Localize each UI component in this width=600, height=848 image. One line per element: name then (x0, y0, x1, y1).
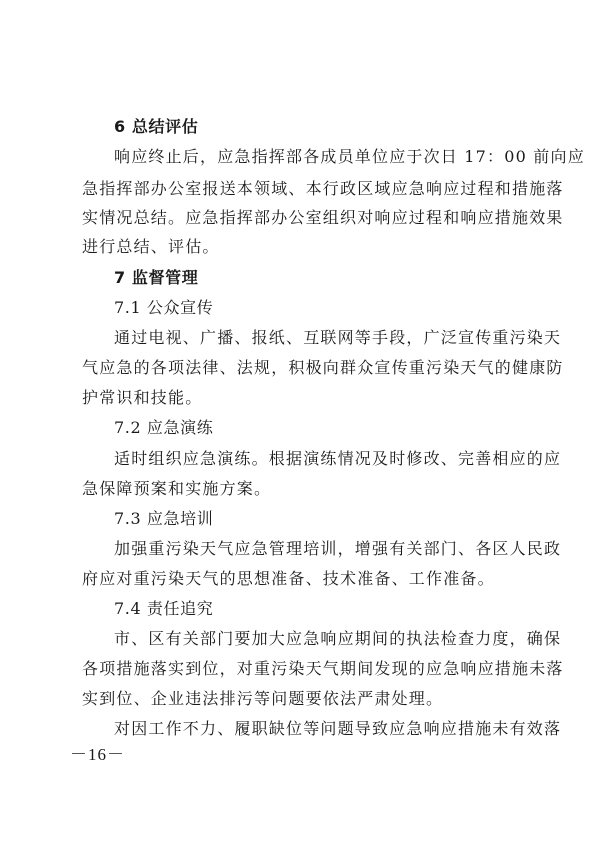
paragraph-line: 对因工作不力、履职缺位等问题导致应急响应措施未有效落 (114, 719, 562, 738)
page-number: －16－ (70, 745, 125, 764)
paragraph-line: 适时组织应急演练。根据演练情况及时修改、完善相应的应 (114, 449, 562, 468)
paragraph-line: 府应对重污染天气的思想准备、技术准备、工作准备。 (82, 569, 495, 588)
paragraph-line: 通过电视、广播、报纸、互联网等手段，广泛宣传重污染天 (114, 328, 562, 347)
paragraph-line: 实情况总结。应急指挥部办公室组织对响应过程和响应措施效果 (82, 208, 564, 227)
paragraph-line: 市、区有关部门要加大应急响应期间的执法检查力度，确保 (114, 629, 562, 648)
subsection-title-7-2: 7.2 应急演练 (114, 418, 214, 437)
paragraph-line: 加强重污染天气应急管理培训，增强有关部门、各区人民政 (114, 539, 562, 558)
paragraph-line: 实到位、企业违法排污等问题要依法严肃处理。 (82, 689, 444, 708)
section-heading-6: 6 总结评估 (114, 117, 199, 136)
subsection-title-7-3: 7.3 应急培训 (114, 509, 214, 528)
subsection-title-7-1: 7.1 公众宣传 (114, 298, 214, 317)
paragraph-line: 急指挥部办公室报送本领域、本行政区域应急响应过程和措施落 (82, 179, 564, 198)
paragraph-line: 急保障预案和实施方案。 (82, 479, 272, 498)
section-heading-7: 7 监督管理 (114, 268, 199, 287)
paragraph-line: 响应终止后，应急指挥部各成员单位应于次日 17：00 前向应 (114, 147, 585, 166)
paragraph-line: 护常识和技能。 (82, 388, 203, 407)
subsection-title-7-4: 7.4 责任追究 (114, 599, 214, 618)
paragraph-line: 各项措施落实到位，对重污染天气期间发现的应急响应措施未落 (82, 659, 564, 678)
paragraph-line: 进行总结、评估。 (82, 237, 220, 256)
paragraph-line: 气应急的各项法律、法规，积极向群众宣传重污染天气的健康防 (82, 358, 564, 377)
